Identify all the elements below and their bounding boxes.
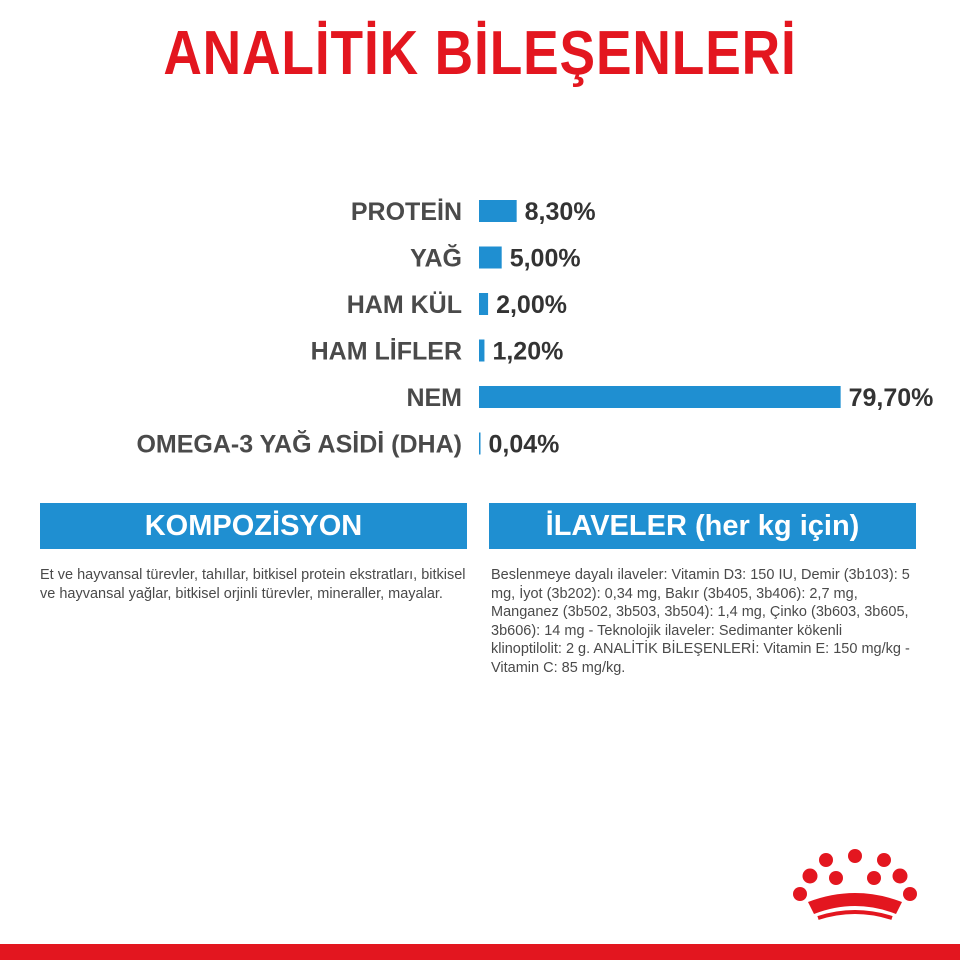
bar (479, 293, 488, 315)
value-label: 2,00% (496, 291, 567, 319)
bar (479, 386, 841, 408)
value-label: 8,30% (524, 198, 596, 226)
composition-header (40, 503, 467, 549)
additives-header-label: İLAVELER (her kg için) (545, 509, 860, 542)
composition-text: Et ve hayvansal türevler, tahıllar, bitkisel protein ekstratları, bitkisel ve hayvansal yağlar, bitkisel orjinli türevler, mineraller, mayalar. (40, 567, 466, 602)
value-label: 1,20% (492, 337, 564, 366)
bar (479, 340, 484, 362)
value-label: 5,00% (509, 244, 581, 273)
page-title: ANALİTİK BİLEŞENLERİ (163, 19, 797, 88)
category-label: HAM KÜL (346, 291, 462, 319)
composition-header-label: KOMPOZİSYON (144, 509, 363, 542)
additives-text: Beslenmeye dayalı ilaveler: Vitamin D3: 150 IU, Demir (3b103): 5 mg, İyot (3b202): 0,34 mg, Bakır (3b405, 3b406): 2,7 mg, Manganez (3b502, 3b503, 3b504): 1,4 mg, Çinko (3b603, 3b605, 3b606): 14 mg - Teknolojik ilaveler: Sedimanter kökenli klinoptilolit: 2 g. ANALİTİK BİLEŞENLERİ: Vitamin E: 150 mg/kg - Vitamin C: 85 mg/kg. (491, 567, 910, 676)
category-label: OMEGA-3 YAĞ ASİDİ (DHA) (136, 430, 462, 459)
bar (479, 247, 502, 269)
category-label: PROTEİN (350, 198, 462, 226)
additives-header (489, 503, 916, 549)
category-label: NEM (406, 384, 462, 412)
bottom-brand-bar (0, 944, 960, 960)
value-label: 0,04% (488, 430, 560, 459)
category-label: HAM LİFLER (310, 337, 462, 366)
category-label: YAĞ (410, 244, 462, 273)
royal-canin-crown-icon (790, 848, 920, 926)
value-label: 79,70% (848, 384, 934, 412)
bar (479, 200, 517, 222)
bar (479, 433, 481, 455)
bar-chart (0, 190, 960, 490)
